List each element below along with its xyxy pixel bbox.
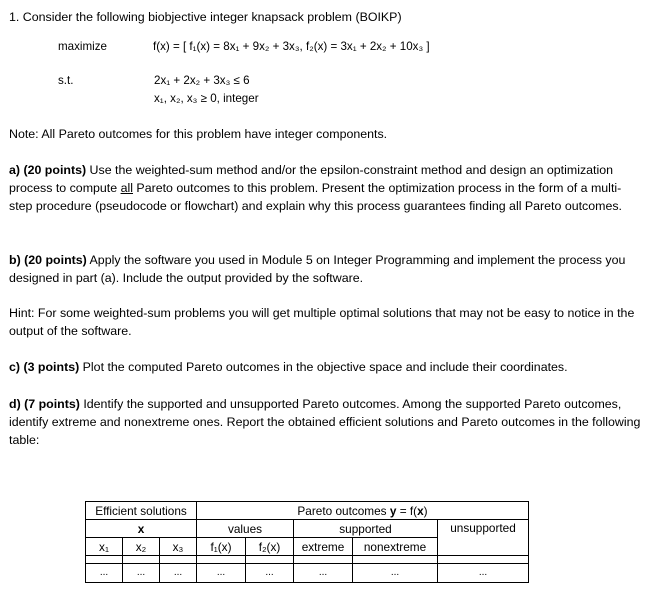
table-row [86,564,529,583]
table-cell: ... [86,564,123,583]
f1-header: f₁(x) [197,538,246,556]
table-header-row-1 [86,502,529,520]
table-cell: ... [160,564,197,583]
part-a-text-2: Pareto outcomes to this problem. Present the optimization process in the form of a multi-step procedure (pseudocode or flowchart) and explain why this process guarantees finding all Pareto outcomes. [9,181,622,213]
values-header: values [197,520,294,538]
objective-function: f(x) = [ f₁(x) = 8x₁ + 9x₂ + 3x₃, f₂(x) = 3x₁ + 2x₂ + 10x₃ ] [153,40,430,53]
table-cell: ... [197,564,246,583]
pareto-outcomes-header: Pareto outcomes y = f(x) [197,502,529,520]
note-text: Note: All Pareto outcomes for this problem have integer components. [9,127,388,141]
part-b-text: Apply the software you used in Module 5 on Integer Programming and implement the process you designed in part (a). Include the output provided by the software. [9,253,626,285]
part-a-text-1: Use the weighted-sum method and/or the epsilon-constraint method and design an optimization process to compute [9,163,614,195]
part-b-label: b) (20 points) [9,253,87,267]
unsupported-header: unsupported [438,520,529,556]
x-vector-header: x [86,520,197,538]
problem-title: 1. Consider the following biobjective integer knapsack problem (BOIKP) [9,10,402,24]
table-cell: ... [294,564,353,583]
table-cell: ... [438,564,529,583]
part-c-text: Plot the computed Pareto outcomes in the objective space and include their coordinates. [79,360,568,374]
subject-to-label: s.t. [58,74,74,87]
part-c-label: c) (3 points) [9,360,80,374]
results-table [85,501,529,583]
efficient-solutions-header: Efficient solutions [86,502,197,520]
table-cell: ... [246,564,294,583]
part-d-text: Identify the supported and unsupported Pareto outcomes. Among the supported Pareto outcomes, identify extreme and nonextreme ones. Report the obtained efficient solutions and Pareto outcomes in the following table: [9,397,641,447]
x1-header: x₁ [86,538,123,556]
supported-header: supported [294,520,438,538]
table-spacer-row [86,556,529,564]
constraint-integrality: x₁, x₂, x₃ ≥ 0, integer [154,92,259,105]
f2-header: f₂(x) [246,538,294,556]
x3-header: x₃ [160,538,197,556]
table-header-row-2 [86,520,529,538]
table-cell: ... [123,564,160,583]
constraint-capacity: 2x₁ + 2x₂ + 3x₃ ≤ 6 [154,74,250,87]
table-cell: ... [353,564,438,583]
part-d-label: d) (7 points) [9,397,80,411]
maximize-label: maximize [58,40,107,53]
hint-paragraph: Hint: For some weighted-sum problems you will get multiple optimal solutions that may not be easy to notice in the output of the software. [9,306,635,338]
part-a-underlined-all: all [120,181,133,195]
part-d-paragraph [9,395,641,449]
part-a-label: a) (20 points) [9,163,87,177]
part-b-paragraph [9,251,641,287]
extreme-header: extreme [294,538,353,556]
part-c-paragraph [9,358,641,376]
part-a-paragraph [9,161,641,215]
x2-header: x₂ [123,538,160,556]
nonextreme-header: nonextreme [353,538,438,556]
